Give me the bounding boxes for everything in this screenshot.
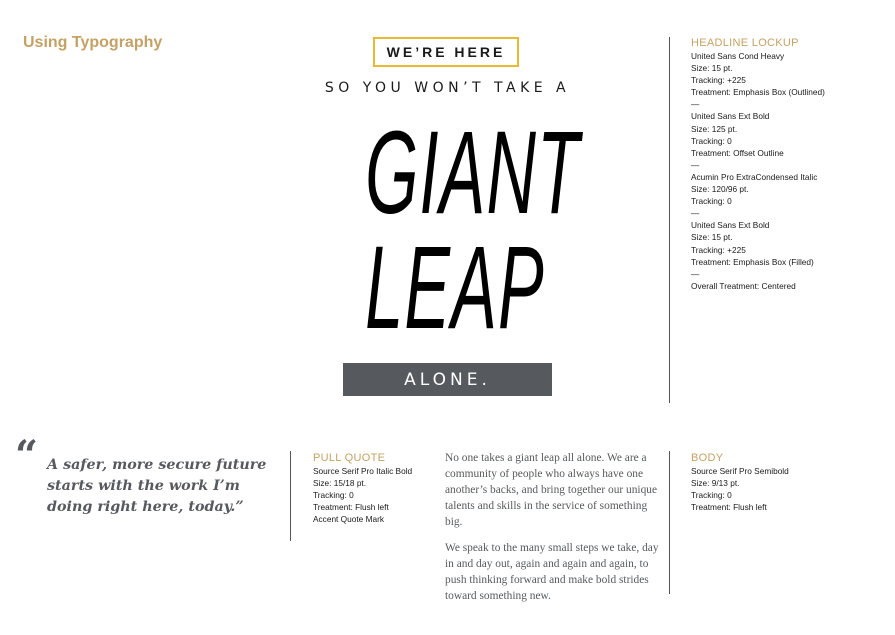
spec-line: Treatment: Emphasis Box (Outlined) [691,87,825,98]
headline-giant-word: GIANT [365,107,581,239]
divider-body [669,451,670,594]
spec-line: Tracking: 0 [691,196,732,207]
spec-line: Treatment: Emphasis Box (Filled) [691,256,814,267]
emphasis-box-outlined: WE’RE HERE [373,37,519,67]
spec-line: Size: 15 pt. [691,232,733,243]
spec-line: Treatment: Offset Outline [691,147,784,158]
quote-mark-icon: “ [15,432,39,479]
spec-line: Size: 120/96 pt. [691,184,749,195]
spec-line: Tracking: 0 [691,490,732,501]
spec-line: Tracking: +225 [691,75,746,86]
spec-line: Source Serif Pro Semibold [691,466,789,476]
spec-line: Tracking: +225 [691,244,746,255]
emphasis-box-filled: ALONE. [343,363,552,396]
body-paragraph: We speak to the many small steps we take, day in and day out, again and again and again, to push thinking forward and make bold strides toward something new. [445,542,659,602]
spec-lines [313,465,412,525]
spec-line: Source Serif Pro Italic Bold [313,466,413,476]
spec-line: — [691,159,700,170]
spec-lines [691,465,789,513]
spec-line: Size: 15 pt. [691,63,733,74]
divider-lockup [669,37,670,403]
pull-quote-spec [313,452,412,525]
spec-title: HEADLINE LOCKUP [691,37,799,49]
body-copy [445,450,663,614]
spec-line: Treatment: Flush left [313,502,389,513]
spec-line: Size: 15/18 pt. [313,478,367,489]
headline-leap-word: LEAP [365,222,545,354]
spec-line: Overall Treatment: Centered [691,280,796,291]
spec-lines [691,50,825,292]
spec-line: Size: 9/13 pt. [691,478,740,489]
headline-lead-line: SO YOU WON’T TAKE A [324,80,571,96]
body-spec [691,452,789,513]
spec-line: — [691,268,700,279]
headline-lockup-spec [691,37,825,292]
spec-title: PULL QUOTE [313,452,386,464]
spec-line: United Sans Cond Heavy [691,51,785,61]
spec-line: — [691,99,700,110]
spec-line: United Sans Ext Bold [691,220,770,231]
page-title: Using Typography [23,34,163,51]
spec-line: Acumin Pro ExtraCondensed Italic [691,171,818,182]
spec-line: Accent Quote Mark [313,514,385,525]
spec-line: — [691,208,700,219]
spec-line: Tracking: 0 [691,135,732,146]
pull-quote: A safer, more secure future starts with the work I’m doing right here, today.” [47,457,267,515]
spec-line: United Sans Ext Bold [691,111,770,122]
spec-line: Size: 125 pt. [691,123,738,134]
body-paragraph: No one takes a giant leap all alone. We are a community of people who always have one another’s backs, and bring together our unique talents and skills in the service of something big. [445,452,658,528]
divider-pull-quote [290,451,291,541]
spec-title: BODY [691,452,724,464]
spec-line: Tracking: 0 [313,490,354,501]
spec-line: Treatment: Flush left [691,502,767,513]
